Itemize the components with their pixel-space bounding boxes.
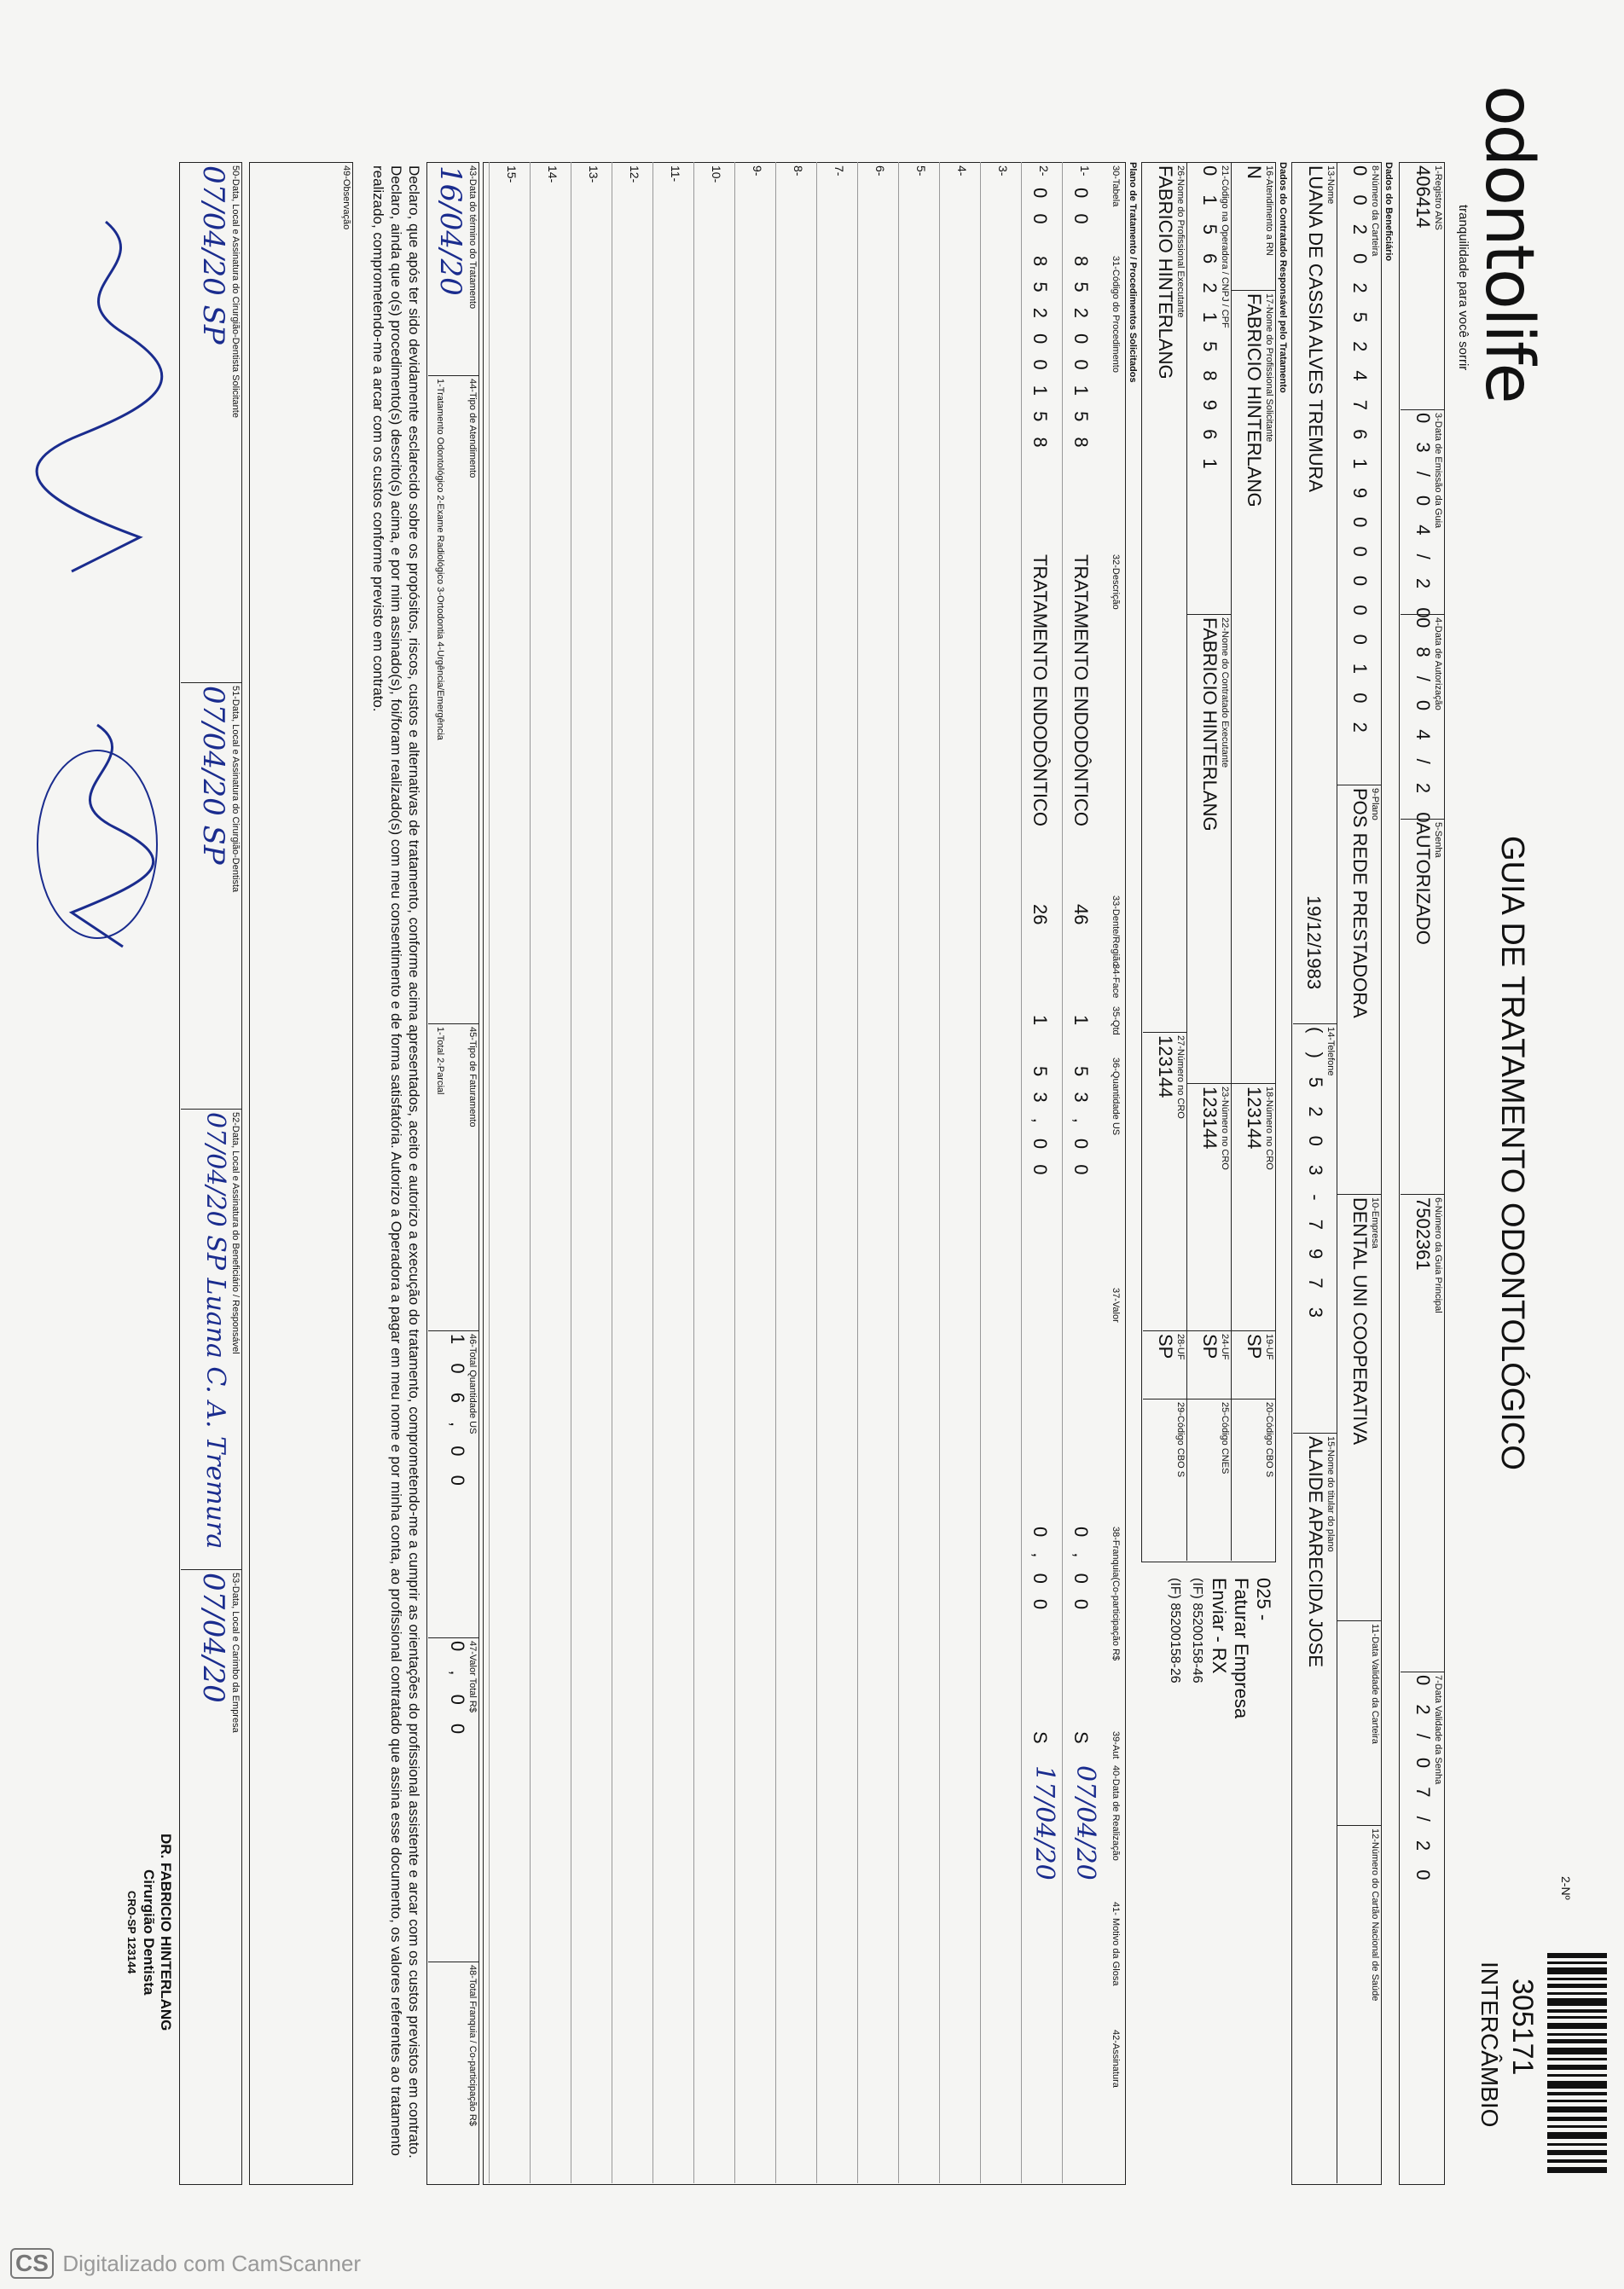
table-row (489, 162, 531, 2183)
sig52-field: 52-Data, Local e Assinatura do Beneficiário / Responsável 07/04/20 SP Luana C. A. Tremura (200, 1112, 241, 1550)
company-field: 10-Empresa DENTAL UNI COOPERATIVA (1349, 1197, 1380, 1446)
total-franchise-field: 48-Total Franquia / Co-participação R$ (467, 1965, 478, 2126)
row-code: 8 5 2 0 0 1 5 8 (1030, 256, 1051, 453)
cro-field: 18-Número no CRO 123144 (1244, 1087, 1274, 1170)
row-table: 0 0 (1030, 188, 1051, 229)
table-row (693, 162, 735, 2183)
row-aut: S (1070, 1731, 1092, 1744)
row-number: 6- (873, 165, 887, 177)
beneficiary-section-title: Dados do Beneficiário (1383, 162, 1394, 262)
cro2-field: 23-Número no CRO 123144 (1199, 1087, 1230, 1170)
row-aut: S (1030, 1731, 1051, 1744)
table-row (816, 162, 858, 2183)
row-value: 0 , 0 0 (1070, 1527, 1092, 1615)
table-row (734, 162, 776, 2183)
row-qty: 1 (1030, 1015, 1051, 1026)
col-table-header: 30-Tabela (1111, 165, 1121, 207)
executing-professional-field: 26-Nome do Profissional Executante FABRICIO HINTERLANG (1155, 165, 1186, 380)
row-qty: 1 (1070, 1015, 1092, 1026)
table-row (652, 162, 694, 2183)
requesting-professional-field: 17-Nome do Profissional Solicitante FABRICIO HINTERLANG (1244, 293, 1274, 507)
beneficiary-name-field: 13-Nome LUANA DE CASSIA ALVES TREMURA (1305, 165, 1336, 493)
logo-text: odontolife (1470, 85, 1547, 403)
row-table: 0 0 (1070, 188, 1092, 229)
col-desc-header: 32-Descrição (1111, 554, 1121, 610)
row-number: 12- (628, 165, 641, 183)
col-reason-header: 41- Motivo da Glosa (1111, 1902, 1121, 1986)
row-number: 7- (832, 165, 846, 177)
row-number: 4- (955, 165, 969, 177)
operator-code-field: 21-Código na Operadora / CNPJ / CPF 0 1 5 6 2 1 5 8 9 6 1 (1199, 165, 1230, 476)
row-number: 15- (505, 165, 519, 183)
col-date-header: 40-Data de Realização (1111, 1765, 1121, 1861)
dental-treatment-guide-form (20, 0, 1624, 2209)
sig50-field: 50-Data, Local e Assinatura do Cirurgião-Dentista Solicitante 07/04/20 SP (196, 165, 241, 418)
table-row (1062, 162, 1104, 2183)
declaration-text: Declaro, que após ter sido devidamente esclarecido sobre os propósitos, riscos, custos e alternativas de tratamento, conforme acima apresentados, aceito e autorizo a execução do tratamento, comprometendo-me a cumprir as orientações do profissional assistente e arcar com os custos previstos em contrato. Declaro, ainda que o(s) procedimento(s) descrito(s) acima, e por mim assinado(s), foi/foram realizado(s) com meu consentimento e de forma satisfatória. Autorizo a Operadora a pagar em meu nome e por minha conta, ao profissional contratado que assina esse documento, os valores referentes ao tratamento realizado, comprometendo-me a arcar com os custos conforme previsto em contrato. (370, 165, 422, 2159)
logo-tagline: tranquilidade para você sorrir (1456, 205, 1470, 371)
col-us-header: 36-Quantidade US (1111, 1058, 1121, 1136)
cns-field: 12-Número do Cartão Nacional de Saúde (1370, 1828, 1380, 2002)
phone-field: 14-Telefone ( ) 5 2 0 3 - 7 9 7 3 (1305, 1027, 1336, 1324)
row-code: 8 5 2 0 0 1 5 8 (1070, 256, 1092, 453)
table-row (857, 162, 899, 2183)
procedures-section-title: Plano de Tratamento / Procedimentos Solicitados (1128, 162, 1138, 383)
table-row (530, 162, 571, 2183)
sig51-field: 51-Data, Local e Assinatura do Cirurgião-Dentista 07/04/20 SP (196, 686, 241, 893)
row-description: TRATAMENTO ENDODÔNTICO (1070, 554, 1092, 826)
row-us: 5 3 , 0 0 (1030, 1066, 1051, 1180)
billing-type-field: 45-Tipo de Faturamento 1-Total 2-Parcial (435, 1027, 478, 1127)
rn-field: 16-Atendimento a RN N (1244, 165, 1274, 256)
row-value: 0 , 0 0 (1030, 1527, 1051, 1615)
handwritten-notes: 025 - Faturar Empresa Enviar - RX (IF) 85200158-46 (IF) 85200158-26 (1168, 1578, 1274, 1719)
camscanner-logo: CS (10, 2248, 54, 2279)
cnes-field: 25-Código CNES (1220, 1402, 1230, 1475)
row-number: 8- (792, 165, 805, 177)
table-row (775, 162, 817, 2183)
row-date: 07/04/20 (1070, 1765, 1100, 1880)
main-guide-field: 6-Número da Guia Principal 7502361 (1412, 1197, 1443, 1313)
authorization-date-field: 4-Data de Autorização 0 8 / 0 4 / 2 0 (1412, 617, 1443, 830)
uf2-field: 24-UF SP (1199, 1334, 1230, 1360)
table-row (612, 162, 653, 2183)
sig53-field: 53-Data, Local e Carimbo da Empresa 07/04/20 (196, 1573, 241, 1733)
uf-field: 19-UF SP (1244, 1334, 1274, 1360)
barcode (1547, 1953, 1607, 2175)
observation-label: 49-Observação (341, 165, 351, 230)
plan-field: 9-Plano POS REDE PRESTADORA (1349, 788, 1380, 1018)
observation-box (249, 162, 353, 2185)
row-number: 3- (996, 165, 1010, 177)
row-tooth: 26 (1030, 904, 1051, 925)
row-us: 5 3 , 0 0 (1070, 1066, 1092, 1180)
ans-field: 1-Registro ANS 406414 (1412, 165, 1443, 230)
col-qty-header: 35-Qtd (1111, 1006, 1121, 1035)
end-date-field: 43-Data do término do Tratamento 16/04/20 (433, 165, 478, 310)
total-us-field: 46-Total Quantidade US 1 0 6 , 0 0 (447, 1334, 478, 1492)
col-code-header: 31-Código do Procedimento (1111, 256, 1121, 373)
col-face-header: 34-Face (1111, 964, 1121, 999)
table-row (571, 162, 612, 2183)
row-number: 2- (1037, 165, 1051, 177)
contracted-name-field: 22-Nome do Contratado Executante FABRICIO HINTERLANG (1199, 617, 1230, 832)
odontolife-logo (1456, 85, 1547, 403)
table-row (1021, 162, 1063, 2183)
card-number-field: 8-Número da Carteira 0 0 2 0 2 5 2 4 7 6 1 9 0 0 0 0 0 1 0 2 (1349, 165, 1380, 739)
contracted-section-title: Dados do Contratado Responsável pelo Tratamento (1278, 162, 1288, 393)
senha-field: 5-Senha AUTORIZADO (1412, 822, 1443, 945)
issue-date-field: 3-Data de Emissão da Guia 0 3 / 0 4 / 2 0 (1412, 413, 1443, 625)
row-date: 17/04/20 (1030, 1765, 1059, 1880)
table-row (980, 162, 1022, 2183)
card-validity-field: 11-Data Validade da Carteira (1370, 1624, 1380, 1744)
cbo-field: 20-Código CBO S (1264, 1402, 1274, 1478)
row-number: 1- (1078, 165, 1092, 177)
row-number: 10- (710, 165, 723, 183)
page-marker: 2-Nº (1559, 1876, 1573, 1900)
birth-date: 19/12/1983 (1303, 895, 1325, 990)
cbo3-field: 29-Código CBO S (1175, 1402, 1186, 1478)
row-number: 9- (751, 165, 764, 177)
dentist-stamp: DR. FABRICIO HINTERLANG Cirurgião Dentista CRO-SP 123144 (125, 1834, 174, 2031)
total-value-field: 47-Valor Total R$ 0 , 0 0 (447, 1641, 478, 1741)
col-franchise-header: 38-Franquia(Co-participação R$ (1111, 1527, 1121, 1661)
ans-value: 406414 (1412, 165, 1434, 229)
intercambio-label: INTERCÂMBIO (1476, 1962, 1503, 2128)
uf3-field: 28-UF SP (1155, 1334, 1186, 1360)
col-tooth-header: 33-Dente/Região (1111, 895, 1121, 967)
row-number: 13- (587, 165, 600, 183)
form-title: GUIA DE TRATAMENTO ODONTOLÓGICO (1494, 836, 1530, 1470)
camscanner-text: Digitalizado com CamScanner (62, 2251, 362, 2276)
table-row (939, 162, 981, 2183)
table-row (898, 162, 940, 2183)
service-type-field: 44-Tipo de Atendimento 1-Tratamento Odontológico 2-Exame Radiológico 3-Ortodontia 4-Urgência/Emergência (435, 379, 478, 740)
camscanner-watermark (10, 2248, 488, 2282)
row-number: 5- (914, 165, 928, 177)
row-description: TRATAMENTO ENDODÔNTICO (1030, 554, 1051, 826)
senha-validity-field: 7-Data Validade da Senha 0 2 / 0 7 / 2 0 (1412, 1675, 1443, 1887)
row-number: 11- (669, 165, 682, 183)
col-aut-header: 39-Aut (1111, 1731, 1121, 1759)
row-number: 14- (546, 165, 560, 183)
handwritten-signatures (29, 213, 174, 1834)
holder-field: 15-Nome do titular do plano ALAIDE APARECIDA JOSE (1305, 1436, 1336, 1668)
cro3-field: 27-Número no CRO 123144 (1155, 1035, 1186, 1119)
guide-number: 305171 (1506, 1979, 1539, 2076)
row-tooth: 46 (1070, 904, 1092, 925)
col-value-header: 37-Valor (1111, 1288, 1121, 1323)
col-sign-header: 42-Assinatura (1111, 2030, 1121, 2088)
